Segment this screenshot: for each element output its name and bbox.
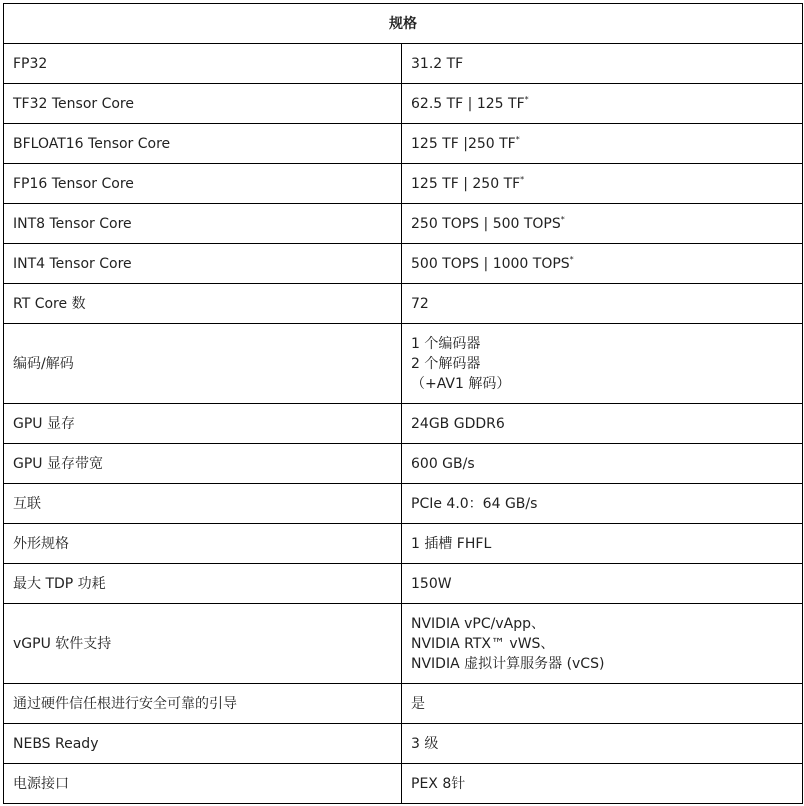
spec-value: 125 TF |250 TF <box>411 135 516 152</box>
spec-label: GPU 显存带宽 <box>13 455 103 472</box>
spec-label: 外形规格 <box>13 535 69 552</box>
table-row <box>4 524 803 564</box>
spec-label-cell <box>4 724 402 764</box>
footnote-marker: * <box>569 254 574 264</box>
spec-value-cell <box>402 324 803 404</box>
spec-label: FP32 <box>13 55 48 72</box>
spec-value-cell <box>402 684 803 724</box>
spec-value: 31.2 TF <box>411 55 464 72</box>
spec-label: TF32 Tensor Core <box>13 95 134 112</box>
spec-label-cell <box>4 44 402 84</box>
table-row <box>4 724 803 764</box>
spec-label: 电源接口 <box>13 775 69 792</box>
spec-value-line: NVIDIA vPC/vApp、 <box>411 615 545 632</box>
spec-label-cell <box>4 244 402 284</box>
spec-label-cell <box>4 324 402 404</box>
spec-value: 500 TOPS | 1000 TOPS <box>411 255 570 272</box>
spec-value: 62.5 TF | 125 TF <box>411 95 525 112</box>
table-row <box>4 324 803 404</box>
spec-label-cell <box>4 404 402 444</box>
table-row <box>4 484 803 524</box>
spec-value-cell <box>402 404 803 444</box>
spec-value-line: （+AV1 解码） <box>411 375 511 392</box>
spec-value-line: 1 个编码器 <box>411 335 481 352</box>
spec-value: 72 <box>411 295 429 312</box>
table-row <box>4 604 803 684</box>
spec-label-cell <box>4 564 402 604</box>
spec-label: INT4 Tensor Core <box>13 255 132 272</box>
table-row <box>4 684 803 724</box>
spec-label-cell <box>4 684 402 724</box>
spec-value-cell <box>402 164 803 204</box>
spec-label: GPU 显存 <box>13 415 75 432</box>
spec-label-cell <box>4 444 402 484</box>
spec-value-cell <box>402 604 803 684</box>
spec-value: 3 级 <box>411 735 439 752</box>
spec-label-cell <box>4 124 402 164</box>
spec-value-line: NVIDIA 虚拟计算服务器 (vCS) <box>411 655 605 672</box>
spec-label-cell <box>4 164 402 204</box>
spec-value: 150W <box>411 575 452 592</box>
spec-label: 最大 TDP 功耗 <box>13 575 106 592</box>
spec-label: 互联 <box>13 495 41 512</box>
spec-label: 通过硬件信任根进行安全可靠的引导 <box>13 695 237 712</box>
spec-value-cell <box>402 724 803 764</box>
spec-value-line: 2 个解码器 <box>411 355 481 372</box>
spec-value: 是 <box>411 695 425 712</box>
spec-value-cell <box>402 204 803 244</box>
spec-value-cell <box>402 284 803 324</box>
spec-value-cell <box>402 444 803 484</box>
spec-label-cell <box>4 524 402 564</box>
spec-value: PEX 8针 <box>411 775 466 792</box>
table-row <box>4 124 803 164</box>
spec-value-cell <box>402 244 803 284</box>
spec-label-cell <box>4 484 402 524</box>
footnote-marker: * <box>520 174 525 184</box>
table-row <box>4 44 803 84</box>
spec-label: vGPU 软件支持 <box>13 635 112 652</box>
table-row <box>4 404 803 444</box>
spec-value-cell <box>402 84 803 124</box>
table-row <box>4 444 803 484</box>
table-row <box>4 564 803 604</box>
spec-label: 编码/解码 <box>13 355 74 372</box>
spec-value-cell <box>402 764 803 804</box>
spec-value-cell <box>402 524 803 564</box>
footnote-marker: * <box>515 134 520 144</box>
spec-label: INT8 Tensor Core <box>13 215 132 232</box>
spec-label: BFLOAT16 Tensor Core <box>13 135 171 152</box>
spec-label: NEBS Ready <box>13 735 99 752</box>
table-row <box>4 284 803 324</box>
spec-value: 1 插槽 FHFL <box>411 535 492 552</box>
table-row <box>4 764 803 804</box>
footnote-marker: * <box>560 214 565 224</box>
spec-label-cell <box>4 284 402 324</box>
footnote-marker: * <box>524 94 529 104</box>
table-body <box>4 44 803 804</box>
spec-value-cell <box>402 44 803 84</box>
spec-value-line: NVIDIA RTX™ vWS、 <box>411 635 555 652</box>
spec-label-cell <box>4 604 402 684</box>
spec-label: FP16 Tensor Core <box>13 175 134 192</box>
spec-table <box>3 3 803 804</box>
table-row <box>4 204 803 244</box>
table-header: 规格 <box>4 4 803 44</box>
spec-value-cell <box>402 484 803 524</box>
spec-value-cell <box>402 124 803 164</box>
spec-label-cell <box>4 84 402 124</box>
spec-label-cell <box>4 764 402 804</box>
spec-value: 125 TF | 250 TF <box>411 175 521 192</box>
spec-value: 600 GB/s <box>411 455 475 472</box>
table-row <box>4 244 803 284</box>
table-row <box>4 164 803 204</box>
table-row <box>4 84 803 124</box>
spec-value-cell <box>402 564 803 604</box>
spec-value: 24GB GDDR6 <box>411 415 505 432</box>
table-header-row <box>4 4 803 44</box>
spec-label: RT Core 数 <box>13 295 86 312</box>
spec-label-cell <box>4 204 402 244</box>
spec-value: PCIe 4.0：64 GB/s <box>411 495 538 512</box>
spec-value: 250 TOPS | 500 TOPS <box>411 215 561 232</box>
